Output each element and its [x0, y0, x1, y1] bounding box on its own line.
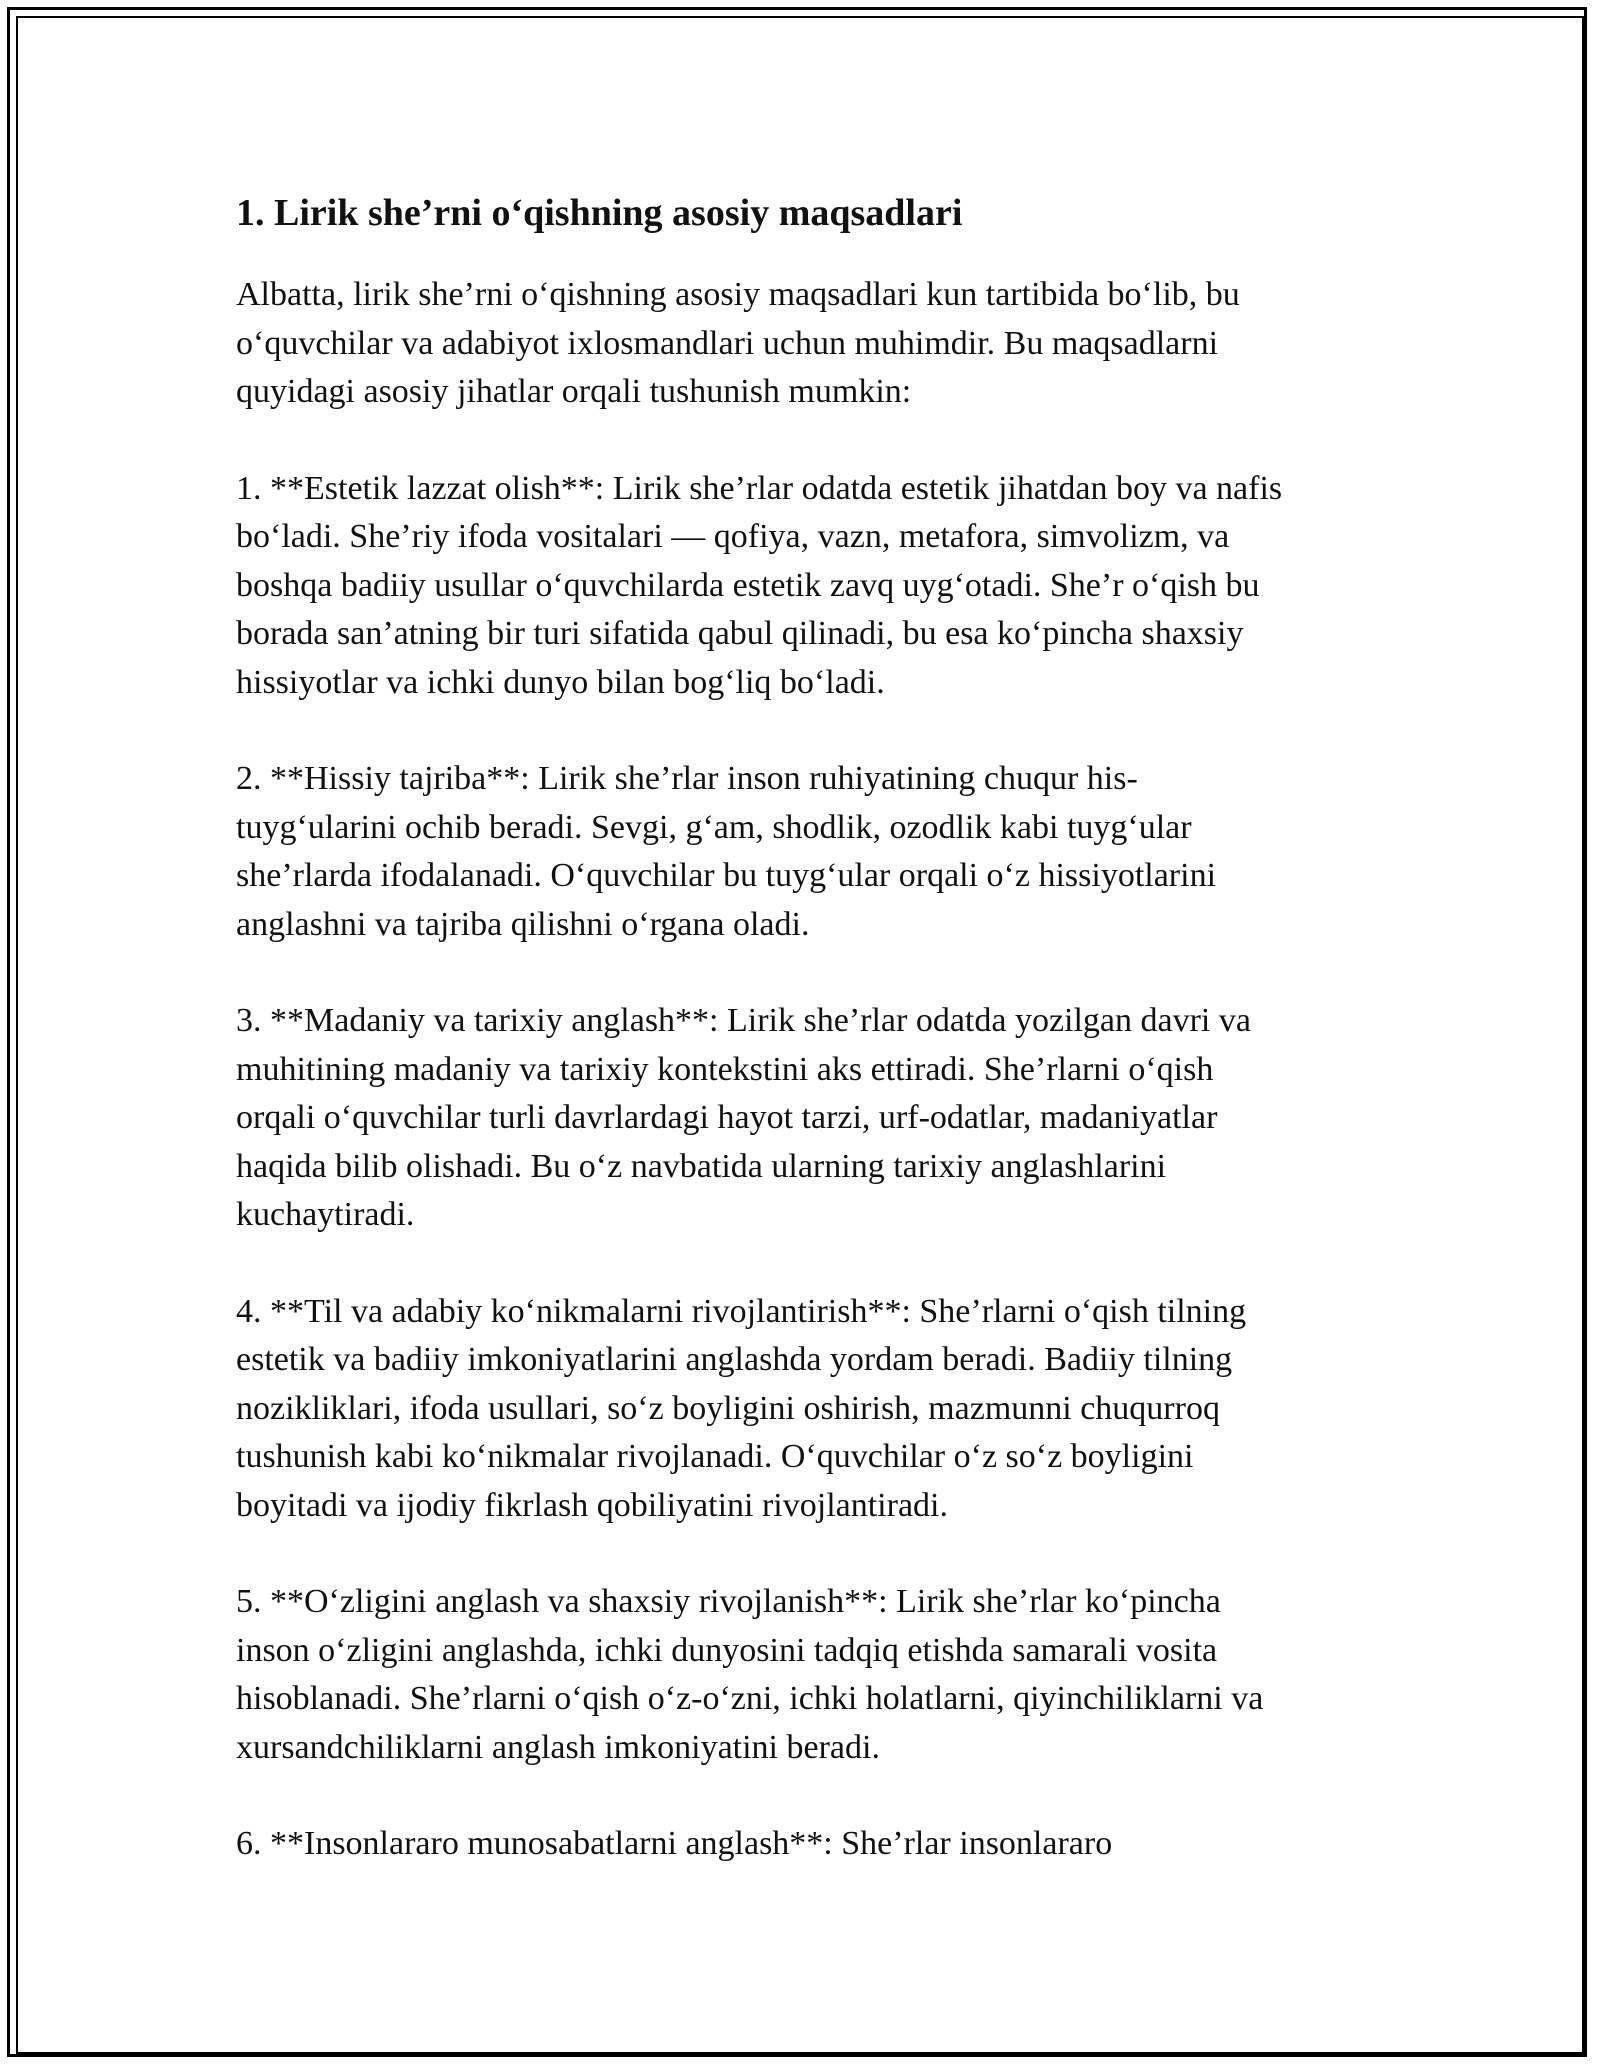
list-item-2: 2. **Hissiy tajriba**: Lirik she’rlar inson ruhiyatining chuqur his- tuyg‘ularini ochib beradi. Sevgi, g‘am, shodlik, ozodlik kabi tuyg‘ular she’rlarda ifodalanadi. O‘quvchilar bu tuyg‘ular orqali o‘z hissiyotlarini anglashni va tajriba qilishni o‘rgana oladi.	[236, 760, 1217, 943]
list-item-3: 3. **Madaniy va tarixiy anglash**: Lirik she’rlar odatda yozilgan davri va muhitining madaniy va tarixiy kontekstini aks ettiradi. She’rlarni o‘qish orqali o‘quvchilar turli davrlardagi hayot tarzi, urf-odatlar, madaniyatlar haqida bilib olishadi. Bu o‘z navbatida ularning tarixiy anglashlarini kuchaytiradi.	[236, 1002, 1251, 1233]
document-body	[236, 187, 1396, 1917]
list-item-6: 6. **Insonlararo munosabatlarni anglash**: She’rlar insonlararo	[236, 1825, 1113, 1862]
list-item-5: 5. **O‘zligini anglash va shaxsiy rivojlanish**: Lirik she’rlar ko‘pincha inson o‘zligini anglashda, ichki dunyosini tadqiq etishda samarali vosita hisoblanadi. She’rlarni o‘qish o‘z-o‘zni, ichki holatlarni, qiyinchiliklarni va xursandchiliklarni anglash imkoniyatini beradi.	[236, 1583, 1264, 1766]
list-item-1: 1. **Estetik lazzat olish**: Lirik she’rlar odatda estetik jihatdan boy va nafis bo‘ladi. She’riy ifoda vositalari — qofiya, vazn, metafora, simvolizm, va boshqa badiiy usullar o‘quvchilarda estetik zavq uyg‘otadi. She’r o‘qish bu borada san’atning bir turi sifatida qabul qilinadi, bu esa ko‘pincha shaxsiy hissiyotlar va ichki dunyo bilan bog‘liq bo‘ladi.	[236, 469, 1283, 701]
list-item-4: 4. **Til va adabiy ko‘nikmalarni rivojlantirish**: She’rlarni o‘qish tilning estetik va badiiy imkoniyatlarini anglashda yordam beradi. Badiiy tilning nozikliklari, ifoda usullari, so‘z boyligini oshirish, mazmunni chuqurroq tushunish kabi ko‘nikmalar rivojlanadi. O‘quvchilar o‘z so‘z boyligini boyitadi va ijodiy fikrlash qobiliyatini rivojlantiradi.	[236, 1292, 1247, 1524]
intro-paragraph: Albatta, lirik she’rni o‘qishning asosiy maqsadlari kun tartibida bo‘lib, bu o‘quvchilar va adabiyot ixlosmandlari uchun muhimdir. Bu maqsadlarni quyidagi asosiy jihatlar orqali tushunish mumkin:	[236, 276, 1240, 410]
section-heading: 1. Lirik she’rni o‘qishning asosiy maqsadlari	[236, 192, 963, 234]
